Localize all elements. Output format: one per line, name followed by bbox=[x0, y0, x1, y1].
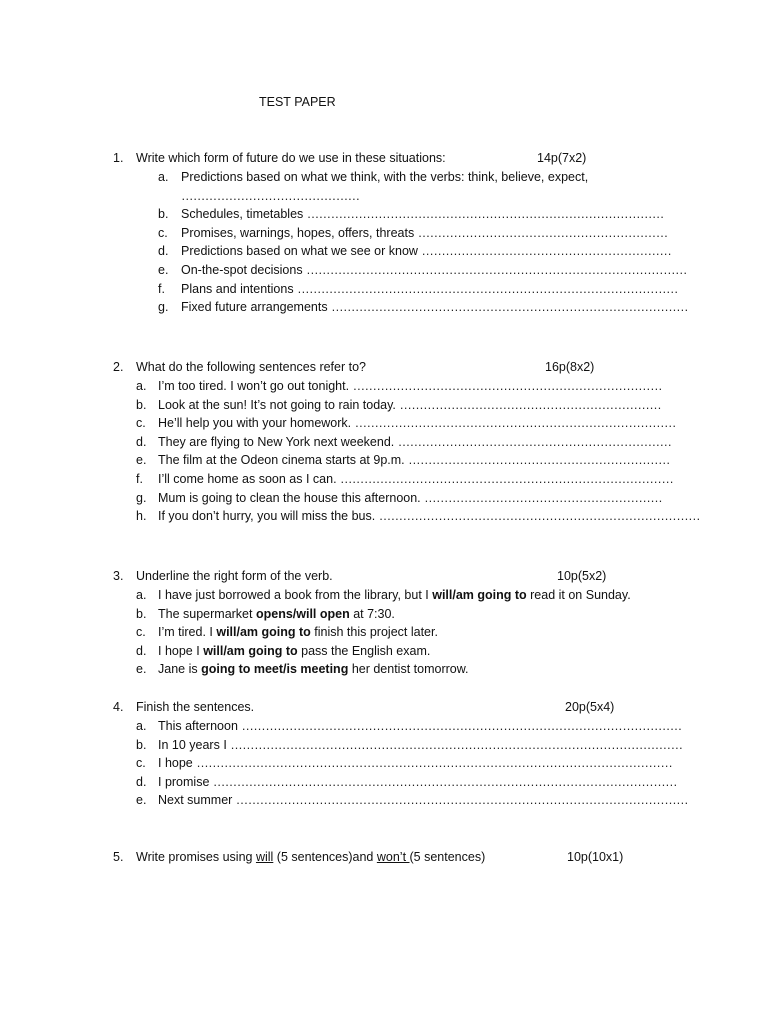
sentence-start: I’m tired. I bbox=[158, 625, 217, 640]
question-text: Write which form of future do we use in these situations: bbox=[136, 151, 446, 165]
question-1-header bbox=[0, 151, 768, 170]
item-letter: e. bbox=[158, 262, 169, 277]
list-item bbox=[0, 625, 768, 644]
answer-dots: ……………………………………… bbox=[181, 188, 360, 203]
item-text: Predictions based on what we see or know bbox=[181, 244, 422, 259]
verb-choice[interactable]: going to meet/is meeting bbox=[201, 662, 349, 677]
answer-dots[interactable]: …………………………………………………………………………………………………… bbox=[230, 737, 683, 752]
answer-dots: ……………………………………………………… bbox=[417, 225, 668, 240]
sentence-end: read it on Sunday. bbox=[526, 588, 631, 602]
answer-dots: …………………………………………………………………………………… bbox=[297, 281, 678, 296]
list-item bbox=[0, 453, 768, 472]
list-item-continuation bbox=[0, 189, 768, 208]
answer-dots[interactable]: ………………………………………………………………………………………………… bbox=[241, 719, 682, 733]
sentence-start: The supermarket bbox=[158, 606, 256, 621]
answer-dots: …………………………………………………………………… bbox=[352, 379, 662, 393]
answer-dots: ……………………………………………………… bbox=[421, 244, 672, 259]
question-number: 1. bbox=[113, 151, 124, 165]
list-item bbox=[0, 263, 768, 282]
sentence-start: I have just borrowed a book from the library, but I bbox=[158, 588, 433, 602]
verb-choice[interactable]: will/am going to bbox=[203, 643, 298, 658]
item-text: Promises, warnings, hopes, offers, threats bbox=[181, 225, 418, 240]
keyword-will: will bbox=[255, 850, 274, 864]
list-item bbox=[0, 607, 768, 626]
list-item bbox=[0, 207, 768, 226]
list-item bbox=[0, 662, 768, 681]
list-item bbox=[0, 588, 768, 607]
list-item bbox=[0, 775, 768, 794]
question-points: 10p(5x2) bbox=[557, 569, 607, 583]
sentence-end: pass the English exam. bbox=[297, 643, 431, 658]
answer-dots: …………………………………………………………………………………… bbox=[306, 262, 687, 277]
answer-dots[interactable]: ……………………………………………………………………………………………………… bbox=[212, 774, 677, 789]
sentence-end: at 7:30. bbox=[349, 606, 395, 621]
question-number: 5. bbox=[113, 850, 124, 864]
verb-choice[interactable]: opens/will open bbox=[255, 606, 350, 621]
item-text: Next summer bbox=[158, 793, 236, 808]
question-number: 3. bbox=[113, 569, 124, 583]
answer-dots: ……………………………………………………………………… bbox=[378, 509, 701, 524]
item-letter: c. bbox=[136, 416, 146, 431]
item-text: I’m too tired. I won’t go out tonight. bbox=[158, 379, 353, 393]
item-text: In 10 years I bbox=[158, 737, 231, 752]
question-text bbox=[136, 850, 485, 864]
item-text: They are flying to New York next weekend. bbox=[158, 434, 398, 449]
item-letter: c. bbox=[136, 756, 146, 771]
question-5 bbox=[0, 850, 768, 869]
list-item bbox=[0, 379, 768, 398]
question-2 bbox=[0, 360, 768, 528]
item-letter: a. bbox=[136, 588, 147, 602]
item-text: If you don’t hurry, you will miss the bus. bbox=[158, 509, 379, 524]
list-item bbox=[0, 226, 768, 245]
list-item bbox=[0, 416, 768, 435]
answer-dots: …………………………………………………… bbox=[424, 490, 663, 505]
item-text: I promise bbox=[158, 774, 213, 789]
keyword-wont: won’t bbox=[376, 850, 410, 864]
list-item bbox=[0, 244, 768, 263]
list-item bbox=[0, 170, 768, 189]
item-text: Predictions based on what we think, with the verbs: think, believe, expect, bbox=[181, 170, 589, 184]
item-letter: h. bbox=[136, 509, 147, 524]
item-letter: f. bbox=[158, 281, 165, 296]
list-item bbox=[0, 282, 768, 301]
question-5-header bbox=[0, 850, 768, 869]
list-item bbox=[0, 398, 768, 417]
item-letter: d. bbox=[136, 774, 147, 789]
question-points: 20p(5x4) bbox=[565, 700, 615, 714]
item-letter: f. bbox=[136, 471, 143, 486]
question-number: 2. bbox=[113, 360, 124, 374]
sentence-end: finish this project later. bbox=[310, 625, 438, 640]
question-3-header bbox=[0, 569, 768, 588]
item-letter: d. bbox=[158, 244, 169, 259]
list-item bbox=[0, 644, 768, 663]
question-points: 10p(10x1) bbox=[567, 850, 624, 864]
answer-dots: ……………………………………………………………………… bbox=[354, 416, 676, 431]
list-item bbox=[0, 509, 768, 528]
question-text: Underline the right form of the verb. bbox=[136, 569, 333, 583]
item-text: This afternoon bbox=[158, 719, 242, 733]
answer-dots: ……………………………………………………………………………… bbox=[306, 207, 664, 222]
page-title: TEST PAPER bbox=[259, 95, 336, 109]
question-4-header bbox=[0, 700, 768, 719]
item-letter: e. bbox=[136, 662, 147, 677]
question-number: 4. bbox=[113, 700, 124, 714]
sentence-end: her dentist tomorrow. bbox=[348, 662, 469, 677]
question-points: 16p(8x2) bbox=[545, 360, 595, 374]
answer-dots: ……………………………………………………………………………… bbox=[331, 300, 689, 315]
item-letter: c. bbox=[158, 225, 168, 240]
question-2-header bbox=[0, 360, 768, 379]
item-letter: b. bbox=[158, 207, 169, 222]
item-text: Look at the sun! It’s not going to rain today. bbox=[158, 397, 400, 412]
item-letter: g. bbox=[136, 490, 147, 505]
item-letter: d. bbox=[136, 643, 147, 658]
item-text: Fixed future arrangements bbox=[181, 300, 332, 315]
answer-dots[interactable]: ………………………………………………………………………………………………………… bbox=[196, 756, 673, 771]
verb-choice[interactable]: will/am going to bbox=[432, 588, 527, 602]
item-letter: g. bbox=[158, 300, 169, 315]
list-item bbox=[0, 472, 768, 491]
list-item bbox=[0, 435, 768, 454]
item-letter: e. bbox=[136, 453, 147, 468]
list-item bbox=[0, 756, 768, 775]
item-text: I’ll come home as soon as I can. bbox=[158, 471, 341, 486]
item-text: The film at the Odeon cinema starts at 9p.m. bbox=[158, 453, 409, 468]
list-item bbox=[0, 738, 768, 757]
question-text: Finish the sentences. bbox=[136, 700, 255, 714]
sentence-start: Jane is bbox=[158, 662, 202, 677]
question-points: 14p(7x2) bbox=[537, 151, 587, 165]
item-text: Plans and intentions bbox=[181, 281, 298, 296]
item-letter: a. bbox=[158, 170, 169, 184]
answer-dots: …………………………………………………………… bbox=[397, 434, 672, 449]
item-text: Schedules, timetables bbox=[181, 207, 307, 222]
question-3 bbox=[0, 569, 768, 681]
answer-dots: ………………………………………………………… bbox=[408, 453, 670, 468]
item-letter: b. bbox=[136, 737, 147, 752]
item-letter: a. bbox=[136, 379, 147, 393]
list-item bbox=[0, 793, 768, 812]
sentence-start: I hope I bbox=[158, 643, 204, 658]
item-letter: d. bbox=[136, 434, 147, 449]
item-letter: b. bbox=[136, 606, 147, 621]
verb-choice[interactable]: will/am going to bbox=[216, 625, 311, 640]
question-1 bbox=[0, 151, 768, 319]
question-text-end: (5 sentences) bbox=[409, 850, 486, 864]
question-text-middle: (5 sentences)and bbox=[273, 850, 377, 864]
answer-dots: ………………………………………………………………………… bbox=[340, 471, 674, 486]
item-text: Mum is going to clean the house this afternoon. bbox=[158, 490, 425, 505]
answer-dots: ………………………………………………………… bbox=[399, 397, 662, 412]
item-text: On-the-spot decisions bbox=[181, 262, 307, 277]
question-text-start: Write promises using bbox=[136, 850, 256, 864]
answer-dots[interactable]: …………………………………………………………………………………………………… bbox=[235, 793, 688, 808]
item-letter: c. bbox=[136, 625, 146, 640]
item-text: He’ll help you with your homework. bbox=[158, 416, 355, 431]
item-letter: a. bbox=[136, 719, 147, 733]
list-item bbox=[0, 491, 768, 510]
item-letter: e. bbox=[136, 793, 147, 808]
list-item bbox=[0, 300, 768, 319]
item-letter: b. bbox=[136, 397, 147, 412]
item-text: I hope bbox=[158, 756, 197, 771]
question-text: What do the following sentences refer to? bbox=[136, 360, 366, 374]
list-item bbox=[0, 719, 768, 738]
question-4 bbox=[0, 700, 768, 812]
